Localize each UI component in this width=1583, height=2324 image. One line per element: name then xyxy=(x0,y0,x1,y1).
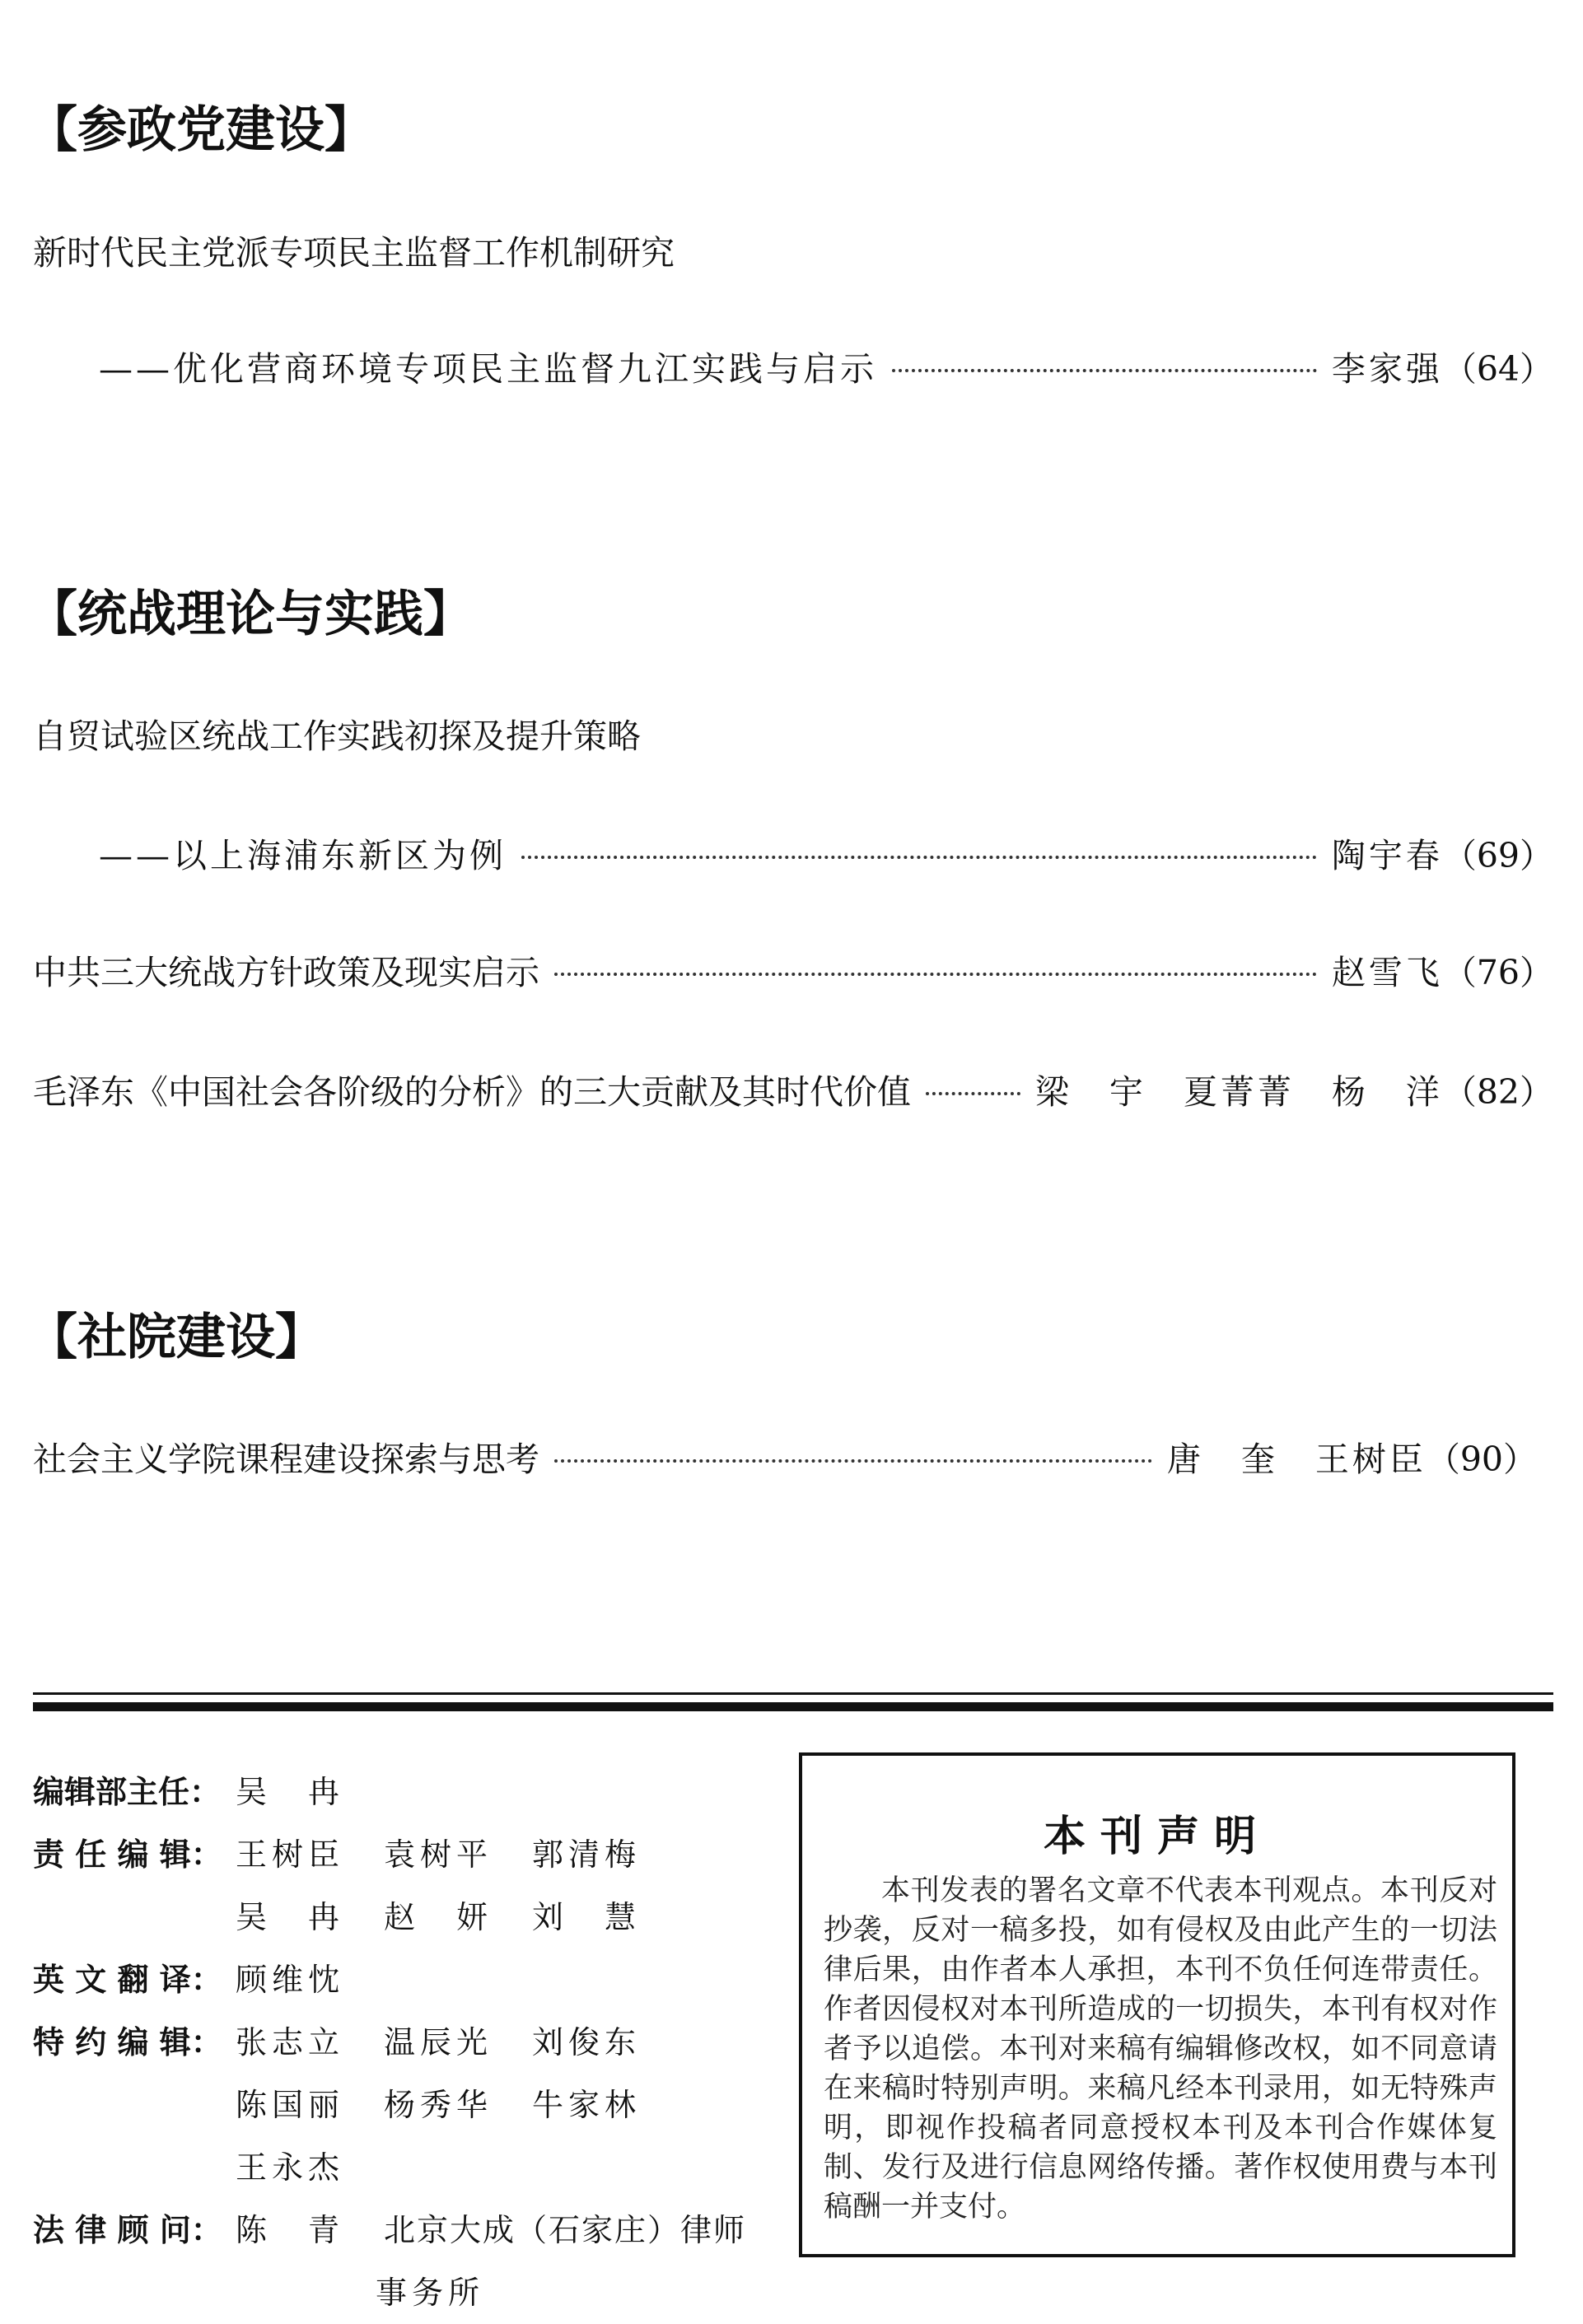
staff-name: 刘俊东 xyxy=(532,2024,642,2060)
staff-name: 袁树平 xyxy=(384,1836,493,1873)
staff-name: 吴 冉 xyxy=(236,1774,345,1810)
dot-leader xyxy=(554,973,1317,976)
article-authors: 陶宇春 xyxy=(1331,836,1443,875)
staff-label: 法 律 顾 问： xyxy=(33,2212,222,2248)
staff-name: 顾维忱 xyxy=(236,1962,345,1998)
article-title: 社会主义学院课程建设探索与思考 xyxy=(33,1440,539,1479)
page-number: （82） xyxy=(1442,1072,1553,1112)
article-title[interactable]: 新时代民主党派专项民主监督工作机制研究 xyxy=(33,233,675,273)
staff-name: 郭清梅 xyxy=(532,1836,642,1873)
article-authors: 李家强 xyxy=(1331,349,1443,389)
section-heading-party-building: 【参政党建设】 xyxy=(28,101,374,159)
statement-body: 本刊发表的署名文章不代表本刊观点。本刊反对抄袭，反对一稿多投，如有侵权及由此产生的一切法律后果，由作者本人承担，本刊不负任何连带责任。作者因侵权对本刊所造成的一切损失，本刊有权对作者予以追偿。本刊对来稿有编辑修改权，如不同意请在来稿时特别声明。来稿凡经本刊录用，如无特殊声明，即视作投稿者同意授权本刊及本刊合作媒体复制、发行及进行信息网络传播。著作权使用费与本刊稿酬一并支付。 xyxy=(824,1874,1497,2224)
staff-name: 牛家林 xyxy=(532,2087,642,2123)
staff-name: 事务所 xyxy=(376,2275,485,2311)
toc-entry[interactable] xyxy=(99,349,1553,390)
toc-entry[interactable] xyxy=(99,836,1553,876)
staff-name: 陈 青 xyxy=(236,2212,345,2248)
staff-label: 责 任 编 辑： xyxy=(33,1836,222,1873)
staff-name: 王永杰 xyxy=(236,2149,345,2186)
staff-row-translator xyxy=(33,1948,774,2011)
dot-leader xyxy=(521,856,1317,859)
page-number: （90） xyxy=(1426,1440,1537,1479)
page-number: （69） xyxy=(1442,836,1553,875)
staff-label: 英 文 翻 译： xyxy=(33,1962,222,1998)
article-subtitle: ——优化营商环境专项民主监督九江实践与启示 xyxy=(99,349,877,389)
page-number: （64） xyxy=(1442,349,1553,389)
article-title: 中共三大统战方针政策及现实启示 xyxy=(33,953,539,992)
staff-row-editors xyxy=(33,1823,774,1948)
staff-name: 温辰光 xyxy=(384,2024,493,2060)
journal-statement-box xyxy=(799,1752,1515,2257)
staff-row-contributing-editors xyxy=(33,2011,774,2199)
page-number: （76） xyxy=(1442,953,1553,992)
toc-entry[interactable] xyxy=(33,953,1553,993)
toc-entry[interactable] xyxy=(33,1440,1537,1480)
staff-name: 杨秀华 xyxy=(384,2087,493,2123)
toc-entry[interactable] xyxy=(33,1072,1553,1113)
staff-name: 刘 慧 xyxy=(532,1899,642,1935)
article-title: 毛泽东《中国社会各阶级的分析》的三大贡献及其时代价值 xyxy=(33,1072,911,1112)
article-authors: 唐 奎 王树臣 xyxy=(1166,1440,1427,1479)
staff-label: 特 约 编 辑： xyxy=(33,2024,222,2060)
dot-leader xyxy=(892,369,1317,372)
staff-name: 吴 冉 xyxy=(236,1899,345,1935)
section-heading-institute-building: 【社院建设】 xyxy=(28,1309,325,1366)
article-title[interactable]: 自贸试验区统战工作实践初探及提升策略 xyxy=(33,716,641,756)
divider-thick xyxy=(33,1702,1553,1711)
dot-leader xyxy=(554,1459,1152,1463)
section-heading-united-front: 【统战理论与实践】 xyxy=(28,586,473,643)
staff-row-legal-advisor xyxy=(33,2199,774,2324)
staff-name: 王树臣 xyxy=(236,1836,345,1873)
editorial-staff xyxy=(33,1761,774,2324)
dot-leader xyxy=(926,1092,1020,1095)
staff-label: 编辑部主任： xyxy=(33,1774,222,1810)
staff-name: 陈国丽 xyxy=(236,2087,345,2123)
staff-name: 北京大成（石家庄）律师 xyxy=(384,2212,747,2248)
article-authors: 梁 宇 夏菁菁 杨 洋 xyxy=(1034,1072,1443,1112)
divider-thin xyxy=(33,1692,1553,1695)
staff-name: 赵 妍 xyxy=(384,1899,493,1935)
staff-row-director xyxy=(33,1761,774,1823)
staff-name: 张志立 xyxy=(236,2024,345,2060)
article-subtitle: ——以上海浦东新区为例 xyxy=(99,836,507,875)
article-authors: 赵雪飞 xyxy=(1331,953,1443,992)
statement-title: 本刊声明 xyxy=(1043,1813,1271,1861)
